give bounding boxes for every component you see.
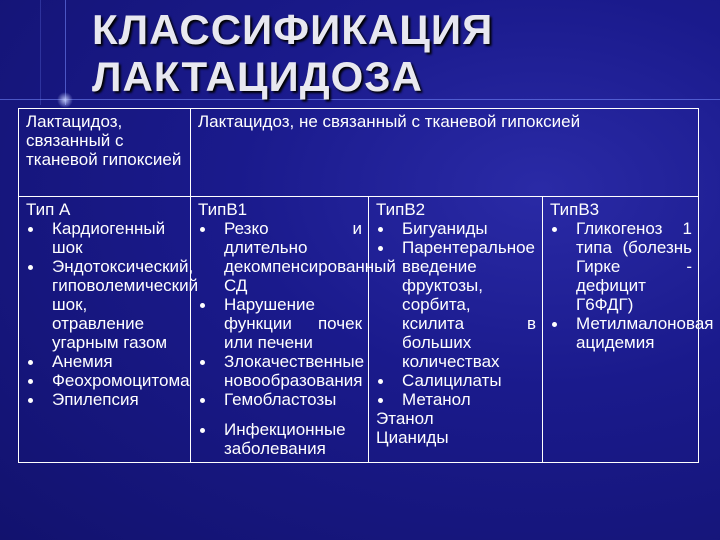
type-b3-cell (543, 197, 714, 463)
type-b3-label: ТипВ3 (550, 200, 600, 219)
title-line-1: КЛАССИФИКАЦИЯ (92, 6, 494, 53)
header-row (19, 109, 699, 197)
decor-line-vertical-faint (40, 0, 41, 105)
list-item: Бигуаниды (376, 219, 536, 238)
title-line-2: ЛАКТАЦИДОЗА (92, 53, 423, 100)
type-b2-label: ТипВ2 (376, 200, 426, 219)
type-b2-cell (369, 197, 543, 463)
list-item: Злокачественные новообразования (198, 352, 362, 390)
decor-line-vertical (65, 0, 66, 105)
classification-table (18, 108, 714, 463)
list-item: Кардиогенный шок (26, 219, 184, 257)
list-item: Парентеральное введение фруктозы, сорбита, ксилита в больших количествах (376, 238, 536, 371)
header-hypoxia-related: Лактацидоз, связанный с тканевой гипоксией (19, 109, 191, 197)
header-not-hypoxia-related: Лактацидоз, не связанный с тканевой гипоксией (191, 109, 699, 197)
plain-item: Этанол (376, 409, 434, 428)
list-item: Метанол (376, 390, 536, 409)
slide-title (92, 6, 493, 100)
list-item: Анемия (26, 352, 184, 371)
type-b1-list (198, 219, 396, 458)
list-item: Эндотоксический, гиповолемический шок, отравление угарным газом (26, 257, 184, 352)
type-b2-list (376, 219, 536, 409)
list-item: Гликогеноз 1 типа (болезнь Гирке - дефицит Г6ФДГ) (550, 219, 692, 314)
type-b1-cell (191, 197, 396, 463)
type-b3-list (550, 219, 714, 352)
list-item: Резко и длительно декомпенсированный СД (198, 219, 362, 295)
list-item: Гемобластозы (198, 390, 362, 409)
list-item: Инфекционные заболевания (198, 420, 362, 458)
list-item: Нарушение функции почек или печени (198, 295, 362, 352)
type-a-label: Тип А (26, 200, 71, 219)
list-item: Метилмалоновая ацидемия (550, 314, 692, 352)
plain-item: Цианиды (376, 428, 449, 447)
decor-glow (57, 92, 73, 108)
type-a-list (26, 219, 199, 409)
list-item: Эпилепсия (26, 390, 184, 409)
list-item: Салицилаты (376, 371, 536, 390)
type-a-cell (19, 197, 199, 463)
types-row (19, 197, 699, 463)
list-item: Феохромоцитома (26, 371, 184, 390)
type-b1-label: ТипВ1 (198, 200, 248, 219)
